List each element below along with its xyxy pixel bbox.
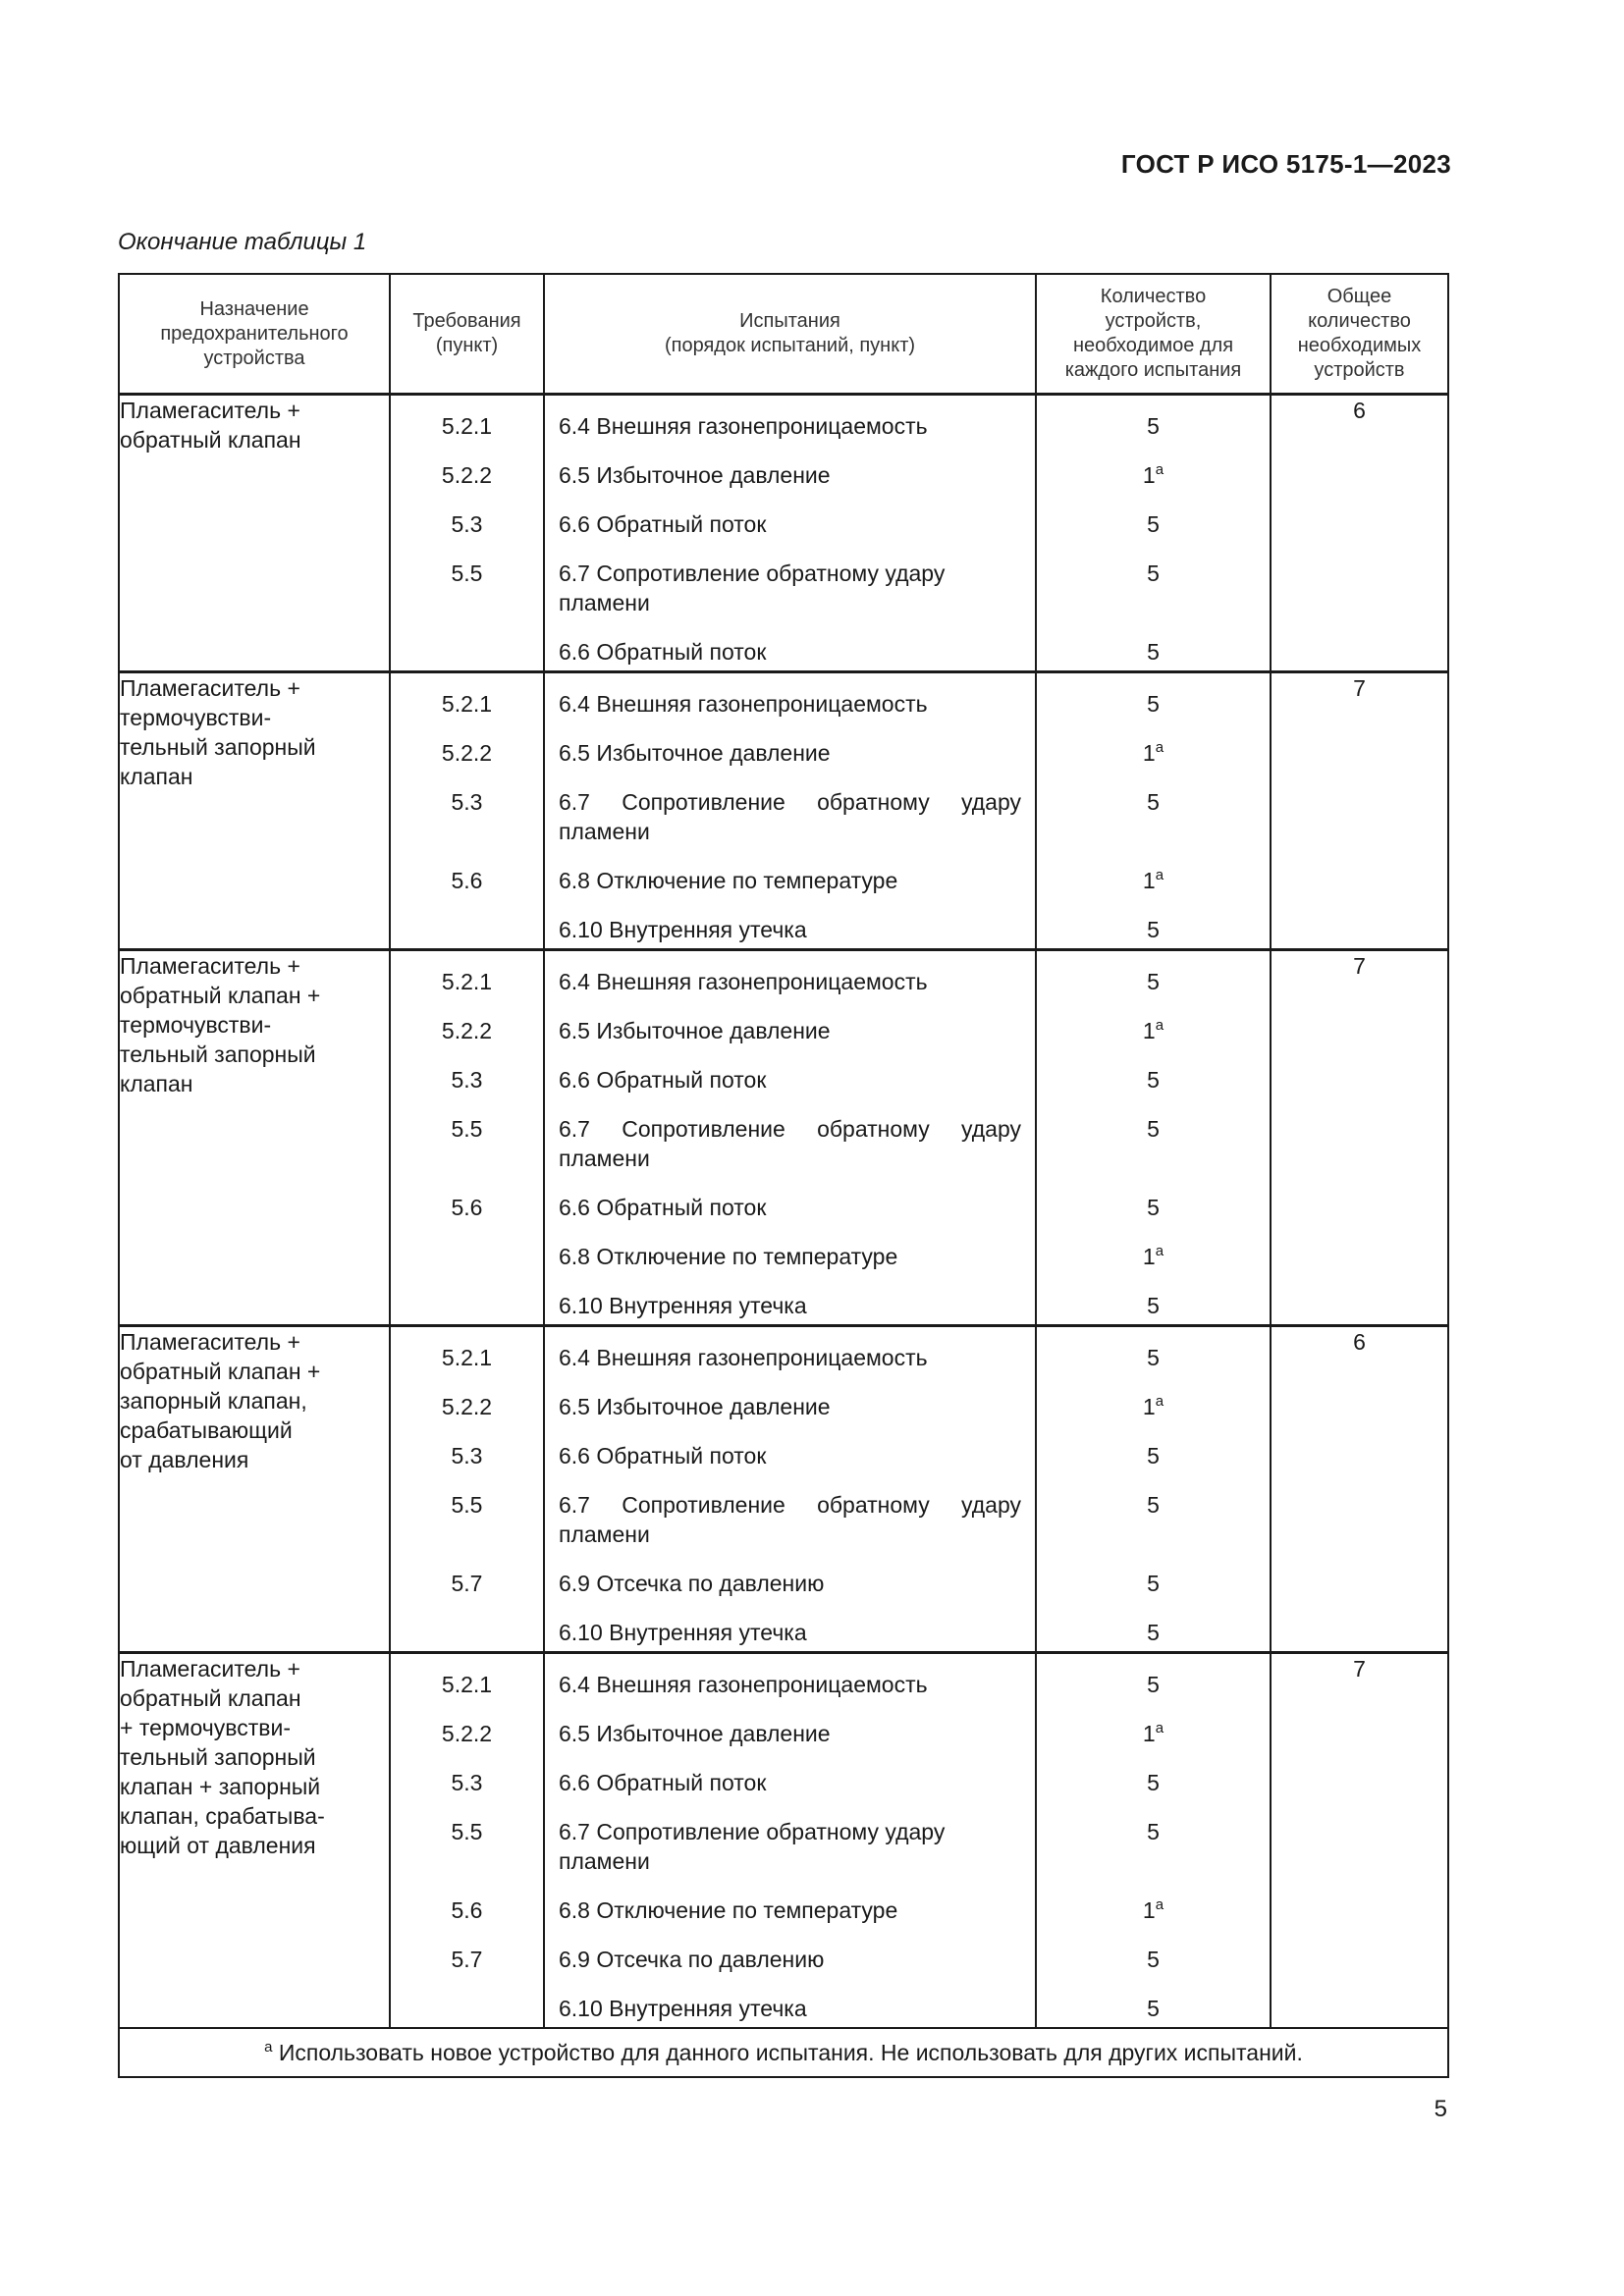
footnote-reference: a — [1155, 1243, 1164, 1259]
requirement-clause-cell — [390, 1653, 544, 2029]
test-name — [545, 396, 1035, 445]
test-name — [545, 1929, 1035, 1978]
test-name — [545, 1752, 1035, 1801]
table-row — [119, 395, 1448, 672]
requirement-clause — [391, 1474, 543, 1553]
col-header-requirements: Требования (пункт) — [390, 274, 544, 395]
device-quantity-text: 1 — [1142, 1721, 1156, 1746]
requirement-clause-text: 5.5 — [451, 1116, 483, 1142]
test-name — [545, 673, 1035, 722]
requirement-clause-text: 5.3 — [451, 1067, 483, 1093]
requirement-clause — [391, 850, 543, 899]
requirement-clause-text: 5.2.1 — [441, 1345, 493, 1370]
test-name-text: 6.10 Внутренняя утечка — [559, 917, 807, 942]
col-header-total-qty: Общее количество необходимых устройств — [1271, 274, 1448, 395]
test-name-text: 6.7 Сопротивление обратному удару пламени — [559, 561, 946, 615]
test-name-text: 6.5 Избыточное давление — [559, 1018, 831, 1043]
device-quantity — [1037, 1275, 1270, 1324]
page-number: 5 — [1434, 2096, 1447, 2122]
table-caption: Окончание таблицы 1 — [118, 229, 367, 255]
test-name-text: 6.6 Обратный поток — [559, 639, 767, 665]
test-name — [545, 1226, 1035, 1275]
device-quantity-text: 5 — [1147, 1345, 1160, 1370]
device-quantity — [1037, 396, 1270, 445]
test-name-text: 6.7 Сопротивление обратному удару пламени — [559, 1819, 946, 1874]
requirement-clause-text: 5.6 — [451, 868, 483, 893]
device-quantity-text: 5 — [1147, 561, 1160, 586]
test-name — [545, 445, 1035, 494]
test-name-text: 6.6 Обратный поток — [559, 1770, 767, 1795]
test-name-text: 6.10 Внутренняя утечка — [559, 1996, 807, 2021]
test-name — [545, 1703, 1035, 1752]
device-quantity-text: 1 — [1142, 1018, 1156, 1043]
device-quantity — [1037, 543, 1270, 621]
device-quantity — [1037, 1978, 1270, 2027]
requirement-clause-cell — [390, 950, 544, 1326]
footnote-text: Использовать новое устройство для данного испытания. Не использовать для других испытаний. — [272, 2039, 1303, 2065]
total-devices: 6 — [1271, 1326, 1448, 1653]
test-name — [545, 1978, 1035, 2027]
requirements-table — [118, 273, 1449, 2078]
device-quantity-text: 5 — [1147, 691, 1160, 717]
table-row — [119, 950, 1448, 1326]
device-quantity-text: 5 — [1147, 1116, 1160, 1142]
requirement-clause — [391, 1275, 543, 1324]
device-quantity — [1037, 1654, 1270, 1703]
footnote-mark: a — [264, 2038, 273, 2056]
device-quantity-text: 5 — [1147, 1443, 1160, 1468]
col-header-designation: Назначение предохранительного устройства — [119, 274, 390, 395]
device-quantity-text: 5 — [1147, 1672, 1160, 1697]
requirement-clause — [391, 722, 543, 772]
test-name-text: 6.6 Обратный поток — [559, 1443, 767, 1468]
footnote-reference: a — [1155, 1393, 1164, 1410]
requirement-clause-text: 5.2.2 — [441, 1018, 493, 1043]
test-name — [545, 1098, 1035, 1177]
test-name — [545, 1049, 1035, 1098]
requirement-clause-text: 5.3 — [451, 789, 483, 815]
requirement-clause-text: 5.5 — [451, 561, 483, 586]
device-quantity — [1037, 621, 1270, 670]
test-name-text: 6.5 Избыточное давление — [559, 1721, 831, 1746]
test-name-text: 6.5 Избыточное давление — [559, 740, 831, 766]
device-quantity-text: 5 — [1147, 1492, 1160, 1518]
requirement-clause — [391, 1880, 543, 1929]
requirement-clause — [391, 1049, 543, 1098]
requirement-clause — [391, 1978, 543, 2027]
requirement-clause-text: 5.7 — [451, 1571, 483, 1596]
requirement-clause — [391, 1327, 543, 1376]
total-devices: 7 — [1271, 672, 1448, 950]
test-name-cell — [544, 395, 1036, 672]
test-name — [545, 543, 1035, 621]
device-quantity-text: 5 — [1147, 1996, 1160, 2021]
test-name-text: 6.7 Сопротивление обратному удару пламени — [559, 1116, 1021, 1171]
test-name — [545, 1880, 1035, 1929]
device-quantity — [1037, 1098, 1270, 1177]
test-name-cell — [544, 672, 1036, 950]
test-name-text: 6.6 Обратный поток — [559, 1067, 767, 1093]
requirement-clause-text: 5.6 — [451, 1897, 483, 1923]
test-name — [545, 1376, 1035, 1425]
device-quantity — [1037, 494, 1270, 543]
requirement-clause — [391, 1703, 543, 1752]
footnote-reference: a — [1155, 739, 1164, 756]
requirement-clause-text: 5.7 — [451, 1947, 483, 1972]
test-name — [545, 621, 1035, 670]
test-name — [545, 1275, 1035, 1324]
requirement-clause-text: 5.2.2 — [441, 740, 493, 766]
test-name-text: 6.6 Обратный поток — [559, 511, 767, 537]
test-name-text: 6.10 Внутренняя утечка — [559, 1293, 807, 1318]
requirement-clause-text: 5.5 — [451, 1819, 483, 1844]
requirement-clause — [391, 1425, 543, 1474]
test-name-text: 6.4 Внешняя газонепроницаемость — [559, 413, 928, 439]
device-quantity — [1037, 1000, 1270, 1049]
device-designation: Пламегаситель + обратный клапан + запорный клапан, срабатывающий от давления — [119, 1326, 390, 1653]
requirement-clause — [391, 1602, 543, 1651]
device-quantity-text: 5 — [1147, 1819, 1160, 1844]
requirement-clause — [391, 1929, 543, 1978]
device-quantity — [1037, 1474, 1270, 1553]
device-quantity — [1037, 1327, 1270, 1376]
device-quantity-text: 1 — [1142, 1394, 1156, 1419]
device-designation: Пламегаситель + обратный клапан + термочувстви- тельный запорный клапан + запорный клапан, срабатыва- ющий от давления — [119, 1653, 390, 2029]
device-quantity — [1037, 1226, 1270, 1275]
requirement-clause — [391, 445, 543, 494]
device-quantity — [1037, 772, 1270, 850]
device-designation: Пламегаситель + обратный клапан + термочувстви- тельный запорный клапан — [119, 950, 390, 1326]
requirement-clause-text: 5.2.1 — [441, 1672, 493, 1697]
device-quantity-cell — [1036, 1326, 1271, 1653]
requirement-clause-text: 5.2.1 — [441, 413, 493, 439]
device-quantity — [1037, 951, 1270, 1000]
requirement-clause — [391, 673, 543, 722]
test-name — [545, 1474, 1035, 1553]
requirement-clause — [391, 1553, 543, 1602]
requirement-clause — [391, 1177, 543, 1226]
device-quantity-text: 5 — [1147, 917, 1160, 942]
requirement-clause-text: 5.5 — [451, 1492, 483, 1518]
requirement-clause — [391, 1654, 543, 1703]
device-quantity-text: 5 — [1147, 1620, 1160, 1645]
requirement-clause — [391, 951, 543, 1000]
requirement-clause — [391, 396, 543, 445]
requirement-clause-text: 5.3 — [451, 1770, 483, 1795]
test-name — [545, 1553, 1035, 1602]
device-quantity — [1037, 1177, 1270, 1226]
device-quantity — [1037, 1376, 1270, 1425]
device-designation: Пламегаситель + термочувстви- тельный запорный клапан — [119, 672, 390, 950]
requirement-clause — [391, 1000, 543, 1049]
device-quantity-text: 5 — [1147, 1947, 1160, 1972]
requirement-clause-text: 5.3 — [451, 1443, 483, 1468]
test-name — [545, 1602, 1035, 1651]
requirement-clause — [391, 621, 543, 670]
device-quantity — [1037, 1801, 1270, 1880]
test-name-text: 6.4 Внешняя газонепроницаемость — [559, 1345, 928, 1370]
device-quantity — [1037, 722, 1270, 772]
device-quantity — [1037, 1553, 1270, 1602]
device-quantity — [1037, 899, 1270, 948]
requirement-clause-text: 5.6 — [451, 1195, 483, 1220]
device-quantity — [1037, 850, 1270, 899]
requirement-clause-text: 5.2.2 — [441, 462, 493, 488]
test-name — [545, 1327, 1035, 1376]
footnote-reference: a — [1155, 461, 1164, 478]
table-row — [119, 1653, 1448, 2029]
test-name-cell — [544, 950, 1036, 1326]
requirement-clause-cell — [390, 672, 544, 950]
test-name-text: 6.9 Отсечка по давлению — [559, 1947, 825, 1972]
requirement-clause-text: 5.2.2 — [441, 1394, 493, 1419]
requirement-clause — [391, 543, 543, 621]
test-name-text: 6.7 Сопротивление обратному удару пламени — [559, 789, 1021, 844]
requirement-clause-text: 5.3 — [451, 511, 483, 537]
test-name-text: 6.8 Отключение по температуре — [559, 1897, 898, 1923]
total-devices: 7 — [1271, 1653, 1448, 2029]
test-name — [545, 1000, 1035, 1049]
total-devices: 7 — [1271, 950, 1448, 1326]
col-header-qty-per-test: Количество устройств, необходимое для каждого испытания — [1036, 274, 1271, 395]
test-name-text: 6.10 Внутренняя утечка — [559, 1620, 807, 1645]
device-quantity — [1037, 1425, 1270, 1474]
device-quantity — [1037, 1049, 1270, 1098]
total-devices: 6 — [1271, 395, 1448, 672]
device-quantity-cell — [1036, 1653, 1271, 2029]
requirement-clause — [391, 1226, 543, 1275]
test-name-text: 6.5 Избыточное давление — [559, 462, 831, 488]
test-name-text: 6.8 Отключение по температуре — [559, 1244, 898, 1269]
requirement-clause — [391, 1752, 543, 1801]
test-name — [545, 850, 1035, 899]
document-id: ГОСТ Р ИСО 5175-1—2023 — [1120, 149, 1451, 179]
requirement-clause — [391, 1801, 543, 1880]
col-header-tests: Испытания (порядок испытаний, пункт) — [544, 274, 1036, 395]
requirement-clause — [391, 1376, 543, 1425]
test-name-text: 6.4 Внешняя газонепроницаемость — [559, 969, 928, 994]
device-quantity-text: 5 — [1147, 639, 1160, 665]
device-quantity-text: 1 — [1142, 462, 1156, 488]
device-quantity-text: 5 — [1147, 1067, 1160, 1093]
footnote-row — [119, 2028, 1448, 2077]
test-name — [545, 494, 1035, 543]
device-quantity-text: 5 — [1147, 1770, 1160, 1795]
requirement-clause-text: 5.2.2 — [441, 1721, 493, 1746]
test-name — [545, 1177, 1035, 1226]
device-quantity-text: 5 — [1147, 413, 1160, 439]
device-quantity-text: 5 — [1147, 511, 1160, 537]
test-name-text: 6.4 Внешняя газонепроницаемость — [559, 691, 928, 717]
test-name — [545, 722, 1035, 772]
device-quantity — [1037, 445, 1270, 494]
test-name — [545, 1654, 1035, 1703]
device-quantity — [1037, 673, 1270, 722]
device-quantity-text: 5 — [1147, 1293, 1160, 1318]
device-quantity-cell — [1036, 672, 1271, 950]
test-name — [545, 1801, 1035, 1880]
device-quantity-cell — [1036, 950, 1271, 1326]
device-quantity-text: 5 — [1147, 969, 1160, 994]
table-header-row — [119, 274, 1448, 395]
device-quantity — [1037, 1880, 1270, 1929]
footnote-cell — [119, 2028, 1448, 2077]
requirement-clause — [391, 772, 543, 850]
requirement-clause-cell — [390, 395, 544, 672]
device-quantity-cell — [1036, 395, 1271, 672]
test-name-text: 6.6 Обратный поток — [559, 1195, 767, 1220]
footnote-reference: a — [1155, 1017, 1164, 1034]
test-name-cell — [544, 1653, 1036, 2029]
table-row — [119, 1326, 1448, 1653]
requirement-clause-cell — [390, 1326, 544, 1653]
device-quantity-text: 5 — [1147, 1571, 1160, 1596]
test-name — [545, 951, 1035, 1000]
device-quantity-text: 1 — [1142, 1244, 1156, 1269]
test-name-text: 6.4 Внешняя газонепроницаемость — [559, 1672, 928, 1697]
footnote-reference: a — [1155, 867, 1164, 883]
test-name-cell — [544, 1326, 1036, 1653]
table-body — [119, 395, 1448, 2029]
test-name — [545, 1425, 1035, 1474]
device-quantity-text: 1 — [1142, 740, 1156, 766]
device-designation: Пламегаситель + обратный клапан — [119, 395, 390, 672]
device-quantity — [1037, 1703, 1270, 1752]
requirement-clause-text: 5.2.1 — [441, 691, 493, 717]
device-quantity — [1037, 1752, 1270, 1801]
footnote-reference: a — [1155, 1896, 1164, 1913]
table-row — [119, 672, 1448, 950]
test-name-text: 6.8 Отключение по температуре — [559, 868, 898, 893]
device-quantity-text: 1 — [1142, 868, 1156, 893]
device-quantity — [1037, 1602, 1270, 1651]
requirement-clause — [391, 494, 543, 543]
device-quantity-text: 5 — [1147, 1195, 1160, 1220]
requirement-clause — [391, 899, 543, 948]
device-quantity — [1037, 1929, 1270, 1978]
test-name — [545, 772, 1035, 850]
device-quantity-text: 1 — [1142, 1897, 1156, 1923]
requirement-clause-text: 5.2.1 — [441, 969, 493, 994]
test-name-text: 6.9 Отсечка по давлению — [559, 1571, 825, 1596]
test-name — [545, 899, 1035, 948]
test-name-text: 6.7 Сопротивление обратному удару пламени — [559, 1492, 1021, 1547]
footnote-reference: a — [1155, 1720, 1164, 1736]
requirement-clause — [391, 1098, 543, 1177]
test-name-text: 6.5 Избыточное давление — [559, 1394, 831, 1419]
device-quantity-text: 5 — [1147, 789, 1160, 815]
